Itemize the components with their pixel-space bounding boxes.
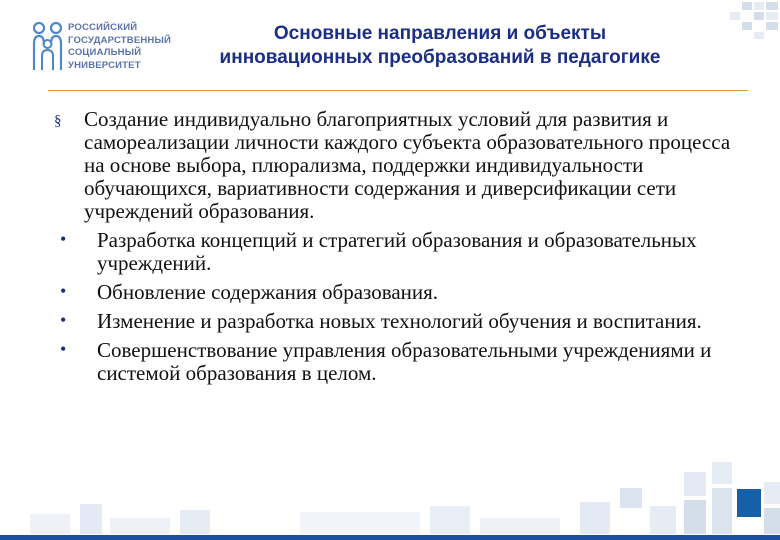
list-item xyxy=(50,310,740,333)
logo-line: РОССИЙСКИЙ xyxy=(68,22,138,33)
logo-figures-icon xyxy=(30,20,66,72)
title-line-2: инновационных преобразований в педагогике xyxy=(219,47,661,68)
list-item-text: Совершенствование управления образовательными учреждениями и системой образования в целом. xyxy=(97,338,712,385)
list-item-text: Обновление содержания образования. xyxy=(97,280,439,304)
logo-line: УНИВЕРСИТЕТ xyxy=(68,59,141,71)
bottom-bar xyxy=(0,535,780,540)
logo-line: ГОСУДАРСТВЕННЫЙ xyxy=(68,34,172,46)
title-divider xyxy=(48,90,748,91)
bullet-icon: • xyxy=(60,310,67,330)
list-item-text: Изменение и разработка новых технологий обучения и воспитания. xyxy=(97,309,702,333)
university-logo xyxy=(30,20,172,80)
list-item-text: Разработка концепций и стратегий образования и образовательных учреждений. xyxy=(97,228,697,275)
bullet-icon: • xyxy=(60,281,67,301)
list-item xyxy=(50,281,740,304)
bullet-list xyxy=(50,108,740,391)
accent-square xyxy=(737,489,761,517)
logo-line: СОЦИАЛЬНЫЙ xyxy=(68,47,142,58)
slide-title xyxy=(160,22,720,70)
list-item xyxy=(50,229,740,275)
pixel-pattern-decoration xyxy=(728,0,780,40)
list-item xyxy=(50,339,740,385)
bottom-pixel-decoration xyxy=(0,462,780,536)
list-item xyxy=(50,108,740,223)
logo-text xyxy=(68,22,171,72)
title-line-1: Основные направления и объекты xyxy=(273,23,607,44)
square-bullet-icon: § xyxy=(54,113,62,129)
bullet-icon: • xyxy=(60,339,67,359)
list-item-text: Создание индивидуально благоприятных условий для развития и самореализации личности каждого субъекта образовательного процесса на основе выбора, плюрализма, поддержки индивидуальности обучающихся, вариативности содержания и диверсификации сети учреждений образования. xyxy=(84,107,731,223)
bullet-icon: • xyxy=(60,229,67,249)
